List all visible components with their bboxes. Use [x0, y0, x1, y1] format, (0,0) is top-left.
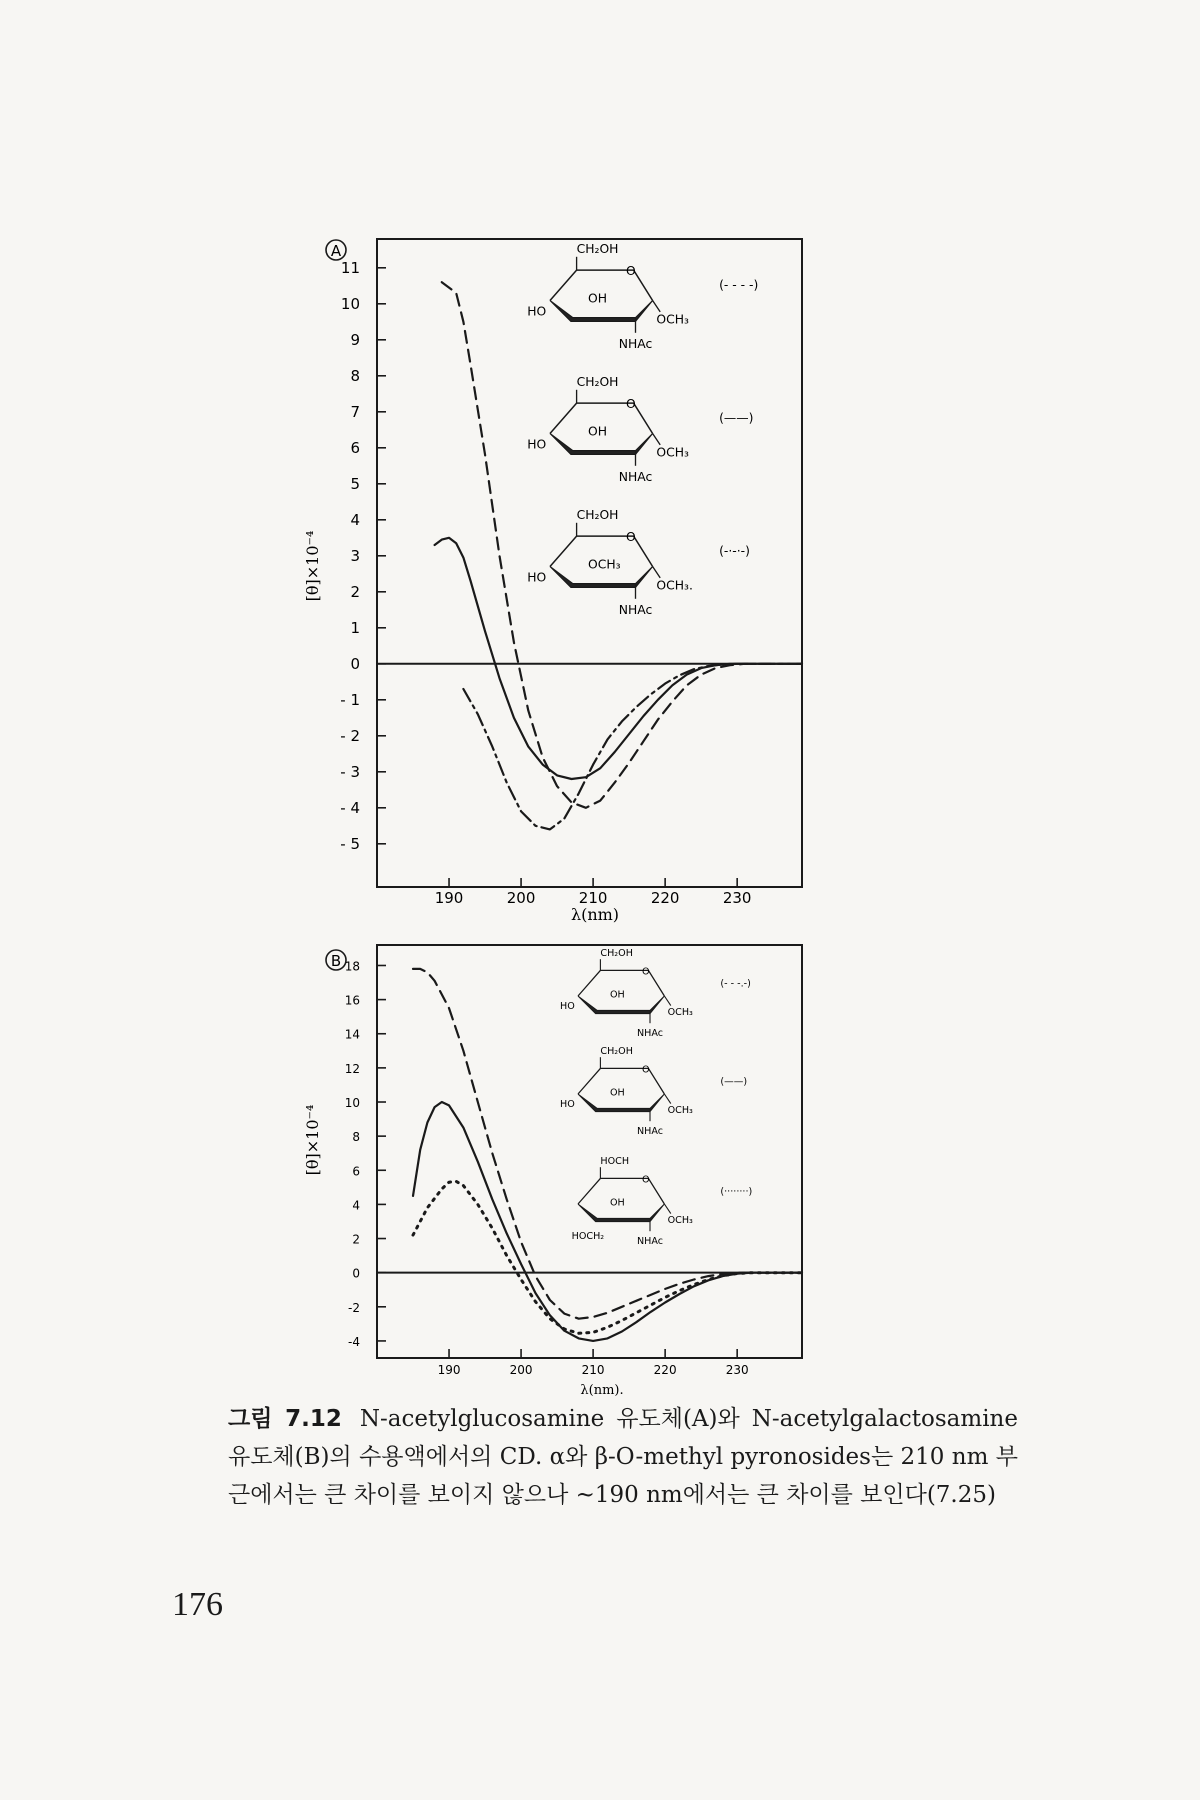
ring-oxygen-label: O: [626, 263, 636, 278]
methoxy-label: OCH₃: [667, 1215, 693, 1227]
x-tick-label: 220: [650, 889, 680, 907]
pyranoside-structure: [560, 948, 751, 1039]
panel-a-chart: [303, 239, 802, 924]
ho-label: HO: [527, 437, 547, 452]
panel-b-x-axis-label: λ(nm).: [580, 1383, 624, 1398]
panel-a-y-axis: [340, 259, 386, 853]
y-tick-label: 8: [350, 366, 360, 385]
anomeric-bond: [653, 301, 661, 312]
pyranoside-structure: [527, 375, 753, 484]
legend-linestyle-key: (——): [719, 411, 754, 426]
pyranoside-structure: [527, 242, 758, 351]
panel-a-x-axis: [435, 878, 752, 907]
page-number: 176: [172, 1586, 223, 1623]
legend-linestyle-key: (-·-·-): [719, 544, 750, 559]
ho-label: HO: [527, 304, 547, 319]
y-tick-label: - 4: [340, 798, 360, 817]
methoxy-label: OCH₃: [667, 1105, 693, 1117]
ch2oh-label: CH₂OH: [576, 242, 619, 256]
nhac-label: NHAc: [618, 470, 653, 484]
x-tick-label: 210: [581, 1363, 605, 1377]
y-tick-label: -4: [348, 1334, 360, 1349]
figure-caption: [228, 1400, 1018, 1514]
panel-b-x-axis: [438, 1349, 749, 1377]
panel-b-chart: [303, 945, 802, 1398]
ring-substituent-label: OH: [610, 1087, 625, 1099]
ho-label: HO: [560, 1098, 575, 1110]
legend-linestyle-key: (——): [720, 1076, 748, 1088]
nhac-label: NHAc: [636, 1126, 664, 1137]
y-tick-label: 2: [352, 1232, 360, 1247]
y-tick-label: 6: [350, 438, 360, 457]
x-tick-label: 190: [434, 889, 464, 907]
y-tick-label: - 3: [340, 762, 360, 781]
nhac-label: NHAc: [618, 603, 653, 617]
panel-a-x-axis-label: λ(nm): [570, 905, 620, 924]
hoch2-label: HOCH₂: [571, 1231, 605, 1243]
y-tick-label: -2: [348, 1300, 360, 1315]
ring-oxygen-label: O: [642, 1064, 650, 1076]
methoxy-label: OCH₃: [667, 1007, 693, 1019]
x-tick-label: 220: [653, 1363, 677, 1377]
y-tick-label: 5: [350, 474, 360, 493]
anomeric-bond: [664, 996, 670, 1006]
anomeric-bond: [664, 1204, 670, 1214]
ch2oh-label: HOCH: [600, 1156, 630, 1167]
panel-b-legend-structures: [560, 948, 752, 1247]
anomeric-bond: [653, 567, 661, 578]
y-tick-label: - 2: [340, 726, 360, 745]
y-tick-label: 0: [350, 654, 360, 673]
figure-label: 그림 7.12: [228, 1406, 342, 1432]
ring-oxygen-label: O: [642, 1174, 650, 1186]
caption-text: N-acetylglucosamine 유도체(A)와 N-acetylgalactosamine 유도체(B)의 수용액에서의 CD. α와 β-O-methyl pyronosides는 210 nm 부근에서는 큰 차이를 보이지 않으나 ~190 nm에서는 큰 차이를 보인다(7.25): [228, 1406, 1018, 1508]
anomeric-bond: [664, 1094, 670, 1104]
x-tick-label: 200: [509, 1363, 533, 1377]
methoxy-label: OCH₃.: [656, 578, 693, 593]
series-dash-dot-line: [463, 664, 802, 830]
methoxy-label: OCH₃: [656, 445, 689, 460]
x-tick-label: 230: [725, 1363, 749, 1377]
y-tick-label: 18: [344, 959, 360, 974]
nhac-label: NHAc: [636, 1236, 664, 1247]
panel-b-y-axis: [345, 959, 386, 1348]
ch2oh-label: CH₂OH: [576, 508, 619, 522]
y-tick-label: 12: [344, 1061, 360, 1076]
y-tick-label: 4: [350, 510, 360, 529]
legend-linestyle-key: (- - -.-): [720, 978, 751, 990]
panel-a-legend-structures: [527, 242, 758, 617]
ring-substituent-label: OCH₃: [588, 557, 621, 572]
ring-oxygen-label: O: [626, 529, 636, 544]
panel-b-label: B: [330, 952, 342, 970]
x-tick-label: 200: [506, 889, 536, 907]
y-tick-label: 9: [350, 330, 360, 349]
y-tick-label: 1: [350, 618, 360, 637]
ring-oxygen-label: O: [626, 396, 636, 411]
y-tick-label: 6: [352, 1164, 360, 1179]
y-tick-label: 0: [352, 1266, 360, 1281]
y-tick-label: 10: [340, 294, 360, 313]
nhac-label: NHAc: [636, 1028, 664, 1039]
y-tick-label: 10: [344, 1096, 360, 1111]
y-tick-label: 3: [350, 546, 360, 565]
y-tick-label: - 5: [340, 834, 360, 853]
ring-substituent-label: OH: [610, 1197, 625, 1209]
series-dotted-line: [413, 1181, 802, 1333]
y-tick-label: 7: [350, 402, 360, 421]
ring-substituent-label: OH: [588, 424, 607, 439]
ch2oh-label: CH₂OH: [576, 375, 619, 389]
pyranoside-structure: [572, 1156, 753, 1247]
x-tick-label: 230: [722, 889, 752, 907]
pyranoside-structure: [560, 1046, 747, 1137]
anomeric-bond: [653, 434, 661, 445]
ring-substituent-label: OH: [610, 989, 625, 1001]
panel-b-series: [413, 969, 802, 1341]
x-tick-label: 190: [437, 1363, 461, 1377]
y-tick-label: 4: [352, 1198, 360, 1213]
y-tick-label: 8: [352, 1130, 360, 1145]
ch2oh-label: CH₂OH: [600, 1046, 633, 1057]
methoxy-label: OCH₃: [656, 312, 689, 327]
ho-label: HO: [560, 1000, 575, 1012]
pyranoside-structure: [527, 508, 750, 617]
ch2oh-label: CH₂OH: [600, 948, 633, 959]
y-tick-label: 14: [344, 1027, 360, 1042]
y-tick-label: 2: [350, 582, 360, 601]
y-tick-label: 16: [344, 993, 360, 1008]
panel-b-y-axis-label: [θ]×10⁻⁴: [303, 1104, 322, 1176]
legend-linestyle-key: (········): [720, 1186, 753, 1198]
y-tick-label: - 1: [340, 690, 360, 709]
panel-a-y-axis-label: [θ]×10⁻⁴: [303, 530, 322, 602]
x-tick-label: 210: [578, 889, 608, 907]
y-tick-label: 11: [340, 258, 360, 277]
legend-linestyle-key: (- - - -): [719, 278, 759, 293]
ring-substituent-label: OH: [588, 291, 607, 306]
ho-label: HO: [527, 570, 547, 585]
nhac-label: NHAc: [618, 337, 653, 351]
ring-oxygen-label: O: [642, 966, 650, 978]
panel-a-label: A: [330, 242, 342, 260]
